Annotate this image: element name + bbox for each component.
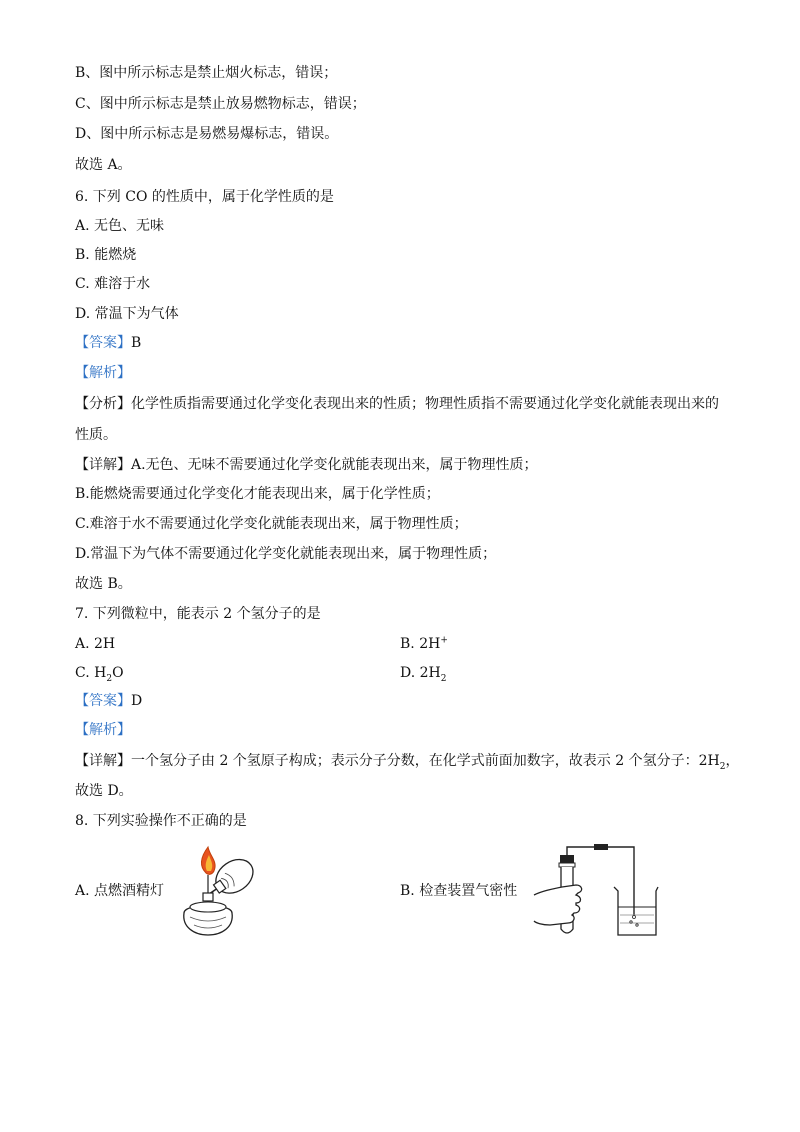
question-7: 7. 下列微粒中，能表示 2 个氢分子的是 xyxy=(75,606,321,622)
q7-option-c-text-end: O xyxy=(112,665,124,681)
q6-answer-row xyxy=(75,333,141,353)
detail-tag: 【详解】 xyxy=(75,753,131,769)
analysis-tag: 【解析】 xyxy=(75,722,131,738)
q7-option-c xyxy=(75,663,124,683)
detail-text: 一个氢分子由 2 个氢原子构成；表示分子分数，在化学式前面加数字，故表示 2 个氢分子：2H xyxy=(131,753,720,769)
answer-tag: 【答案】 xyxy=(75,335,131,351)
q7-option-d-text: D. 2H xyxy=(400,665,441,681)
q6-option-c: C. 难溶于水 xyxy=(75,276,151,292)
subscript: 2 xyxy=(440,673,447,684)
q6-answer: B xyxy=(131,335,142,351)
detail-line: B.能燃烧需要通过化学变化才能表现出来，属于化学性质； xyxy=(75,486,440,502)
question-6: 6. 下列 CO 的性质中，属于化学性质的是 xyxy=(75,189,334,205)
text-line: 故选 A。 xyxy=(75,157,132,173)
q6-detail-row xyxy=(75,455,538,475)
text-line: D、图中所示标志是易燃易爆标志，错误。 xyxy=(75,126,339,142)
q7-option-a: A. 2H xyxy=(75,636,116,652)
q6-fenxi-row xyxy=(75,394,719,414)
detail-text-end: ， xyxy=(725,753,740,769)
detail-tag: 【详解】 xyxy=(75,457,131,473)
subscript: 2 xyxy=(719,761,726,772)
detail-text: A.无色、无味不需要通过化学变化就能表现出来，属于物理性质； xyxy=(131,457,538,473)
q6-option-b: B. 能燃烧 xyxy=(75,247,137,263)
analysis-tag: 【解析】 xyxy=(75,365,131,381)
airtightness-check-illustration xyxy=(532,843,662,941)
q8-option-a: A. 点燃酒精灯 xyxy=(75,883,165,899)
text-line: C、图中所示标志是禁止放易燃物标志，错误； xyxy=(75,96,366,112)
q7-answer: D xyxy=(131,693,143,709)
detail-line: C.难溶于水不需要通过化学变化就能表现出来，属于物理性质； xyxy=(75,516,468,532)
q7-option-b xyxy=(400,634,448,654)
question-8: 8. 下列实验操作不正确的是 xyxy=(75,813,247,829)
fenxi-text-cont: 性质。 xyxy=(75,427,117,443)
detail-line: D.常温下为气体不需要通过化学变化就能表现出来，属于物理性质； xyxy=(75,546,497,562)
fenxi-text: 化学性质指需要通过化学变化表现出来的性质；物理性质指不需要通过化学变化就能表现出来的 xyxy=(131,396,719,412)
q7-answer-row xyxy=(75,691,142,711)
q6-conclusion: 故选 B。 xyxy=(75,576,132,592)
q6-option-a: A. 无色、无味 xyxy=(75,218,165,234)
subscript: 2 xyxy=(106,673,113,684)
q7-detail-row xyxy=(75,751,739,771)
q7-option-d xyxy=(400,663,446,683)
q6-option-d: D. 常温下为气体 xyxy=(75,306,179,322)
fenxi-tag: 【分析】 xyxy=(75,396,131,412)
q7-option-b-text: B. 2H xyxy=(400,636,441,652)
superscript: + xyxy=(440,635,448,646)
answer-tag: 【答案】 xyxy=(75,693,131,709)
alcohol-lamp-illustration xyxy=(172,843,264,939)
text-line: B、图中所示标志是禁止烟火标志，错误； xyxy=(75,65,338,81)
q8-option-b: B. 检查装置气密性 xyxy=(400,883,518,899)
q7-option-c-text: C. H xyxy=(75,665,107,681)
q7-conclusion: 故选 D。 xyxy=(75,783,133,799)
